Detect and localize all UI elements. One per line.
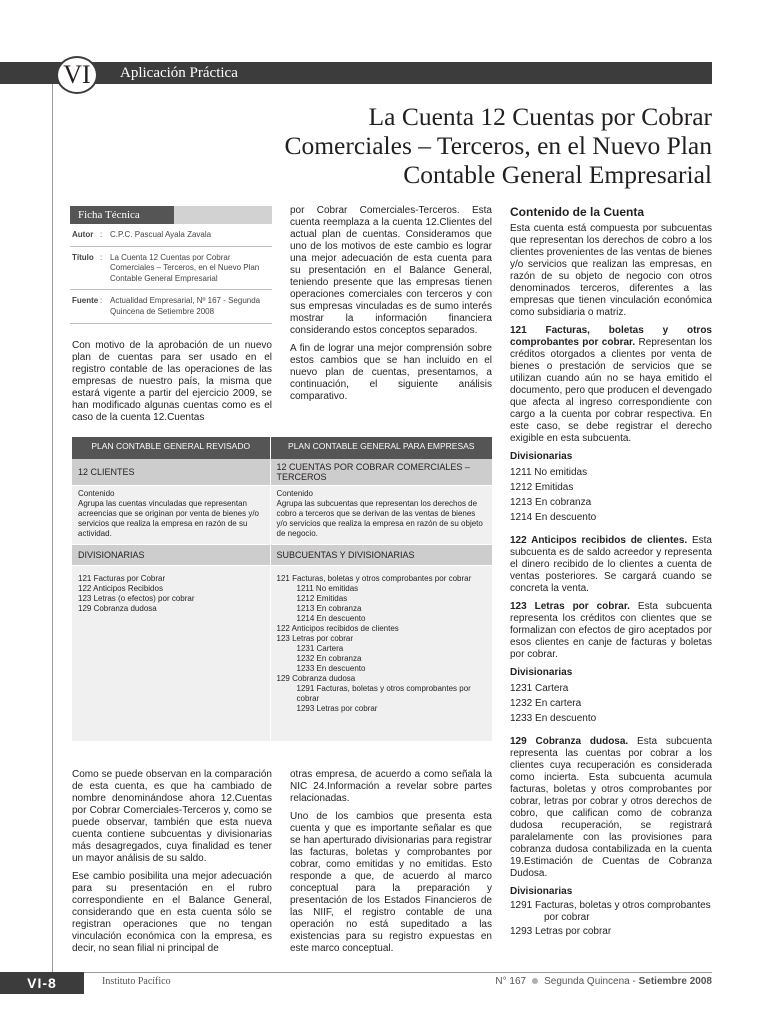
table-cell: 12 CUENTAS POR COBRAR COMERCIALES – TERCEROS [270, 459, 492, 486]
table-cell: 12 CLIENTES [72, 459, 270, 486]
list-item: 1232 En cobranza [296, 654, 362, 663]
cell-label: Contenido [78, 489, 115, 498]
section-header-bar [0, 62, 712, 84]
ficha-tecnica-box [70, 206, 272, 324]
divisionarias-heading: Divisionarias [510, 886, 573, 897]
subaccount-text: Esta subcuenta representa los créditos con clientes que se formalizan con efectos de giro aceptados por esos clientes en canje de facturas y boletas por cobrar. [510, 601, 712, 660]
list-item: 1291 Facturas, boletas y otros comprobantes por cobrar [510, 900, 711, 923]
list-item: 121 Facturas por Cobrar [78, 574, 166, 583]
list-item: 1233 En descuento [296, 664, 366, 673]
ficha-row [70, 290, 272, 323]
paragraph: Ese cambio posibilita una mejor adecuación para su presentación en el rubro correspondiente en el Balance General, considerando que en esta cuenta sólo se registran operaciones que no tengan vinculación económica con la empresa, es decir, no sean filial ni principal de [72, 871, 272, 954]
ficha-value: La Cuenta 12 Cuentas por Cobrar Comerciales – Terceros, en el Nuevo Plan Contable General Empresarial [110, 252, 260, 283]
ficha-value: C.P.C. Pascual Ayala Zavala [110, 230, 212, 239]
cell-text: Agrupa las subcuentas que representan los derechos de cobro a terceros que se derivan de las ventas de bienes y/o servicios que realiza la empresa en razón de su objeto de negocio. [276, 499, 483, 538]
list-item: 1213 En cobranza [510, 497, 592, 508]
list-item: 123 Letras (o efectos) por cobrar [78, 594, 195, 603]
paragraph: Con motivo de la aprobación de un nuevo plan de cuentas para ser usado en el registro contable de las operaciones de las empresas de nuestro país, la misma que estará vigente a partir del ejercicio 2009, se han modificado algunas cuentas como es el caso de la cuenta 12.Cuentas [72, 340, 272, 423]
table-cell [72, 486, 270, 545]
issue-period: Segunda Quincena - [544, 976, 639, 987]
section-number-badge: VI [56, 56, 98, 94]
paragraph [510, 601, 712, 661]
ficha-sep: : [100, 296, 103, 306]
ficha-key: Autor [72, 230, 94, 239]
table-cell [270, 486, 492, 545]
paragraph: por Cobrar Comerciales-Terceros. Esta cuenta reemplaza a la cuenta 12.Clientes del actual plan de cuentas. Consideramos que uno de los motivos de este cambio es lograr una mejor adecuación de esta cuenta para su presentación en el Balance General, teniendo presente que las empresas tienen operaciones comerciales con terceros y con sus empresas vinculadas es de sumo interés mostrar la información financiera considerando estos conceptos separados. [290, 205, 492, 336]
paragraph [510, 736, 712, 880]
issue-number: N° 167 [495, 976, 527, 987]
article-title [112, 102, 712, 189]
subaccount-text: Esta subcuenta es de saldo acreedor y representa el dinero recibido de lo clientes a cuenta de ventas posteriores. Se cargará cuando se concreta la venta. [510, 535, 712, 594]
list-item: 1212 Emitidas [510, 482, 574, 493]
list-item: 129 Cobranza dudosa [276, 674, 356, 683]
table-cell: SUBCUENTAS Y DIVISIONARIAS [270, 545, 492, 566]
issue-month: Setiembre 2008 [638, 976, 712, 987]
body-column-1-bottom [72, 769, 272, 955]
list-item: 121 Facturas, boletas y otros comprobantes por cobrar [276, 574, 472, 583]
table-header-cell: PLAN CONTABLE GENERAL REVISADO [72, 437, 270, 459]
subaccount-title: 122 Anticipos recibidos de clientes. [510, 535, 688, 546]
list-item: 122 Anticipos recibidos de clientes [276, 624, 399, 633]
ficha-heading: Ficha Técnica [70, 206, 174, 224]
paragraph: Uno de los cambios que presenta esta cuenta y que es importante señalar es que se han aperturado divisionarias para registrar las facturas, boletas y comprobantes por cobrar, como emitidas y no emitidas. Esto responde a que, de acuerdo al marco conceptual para la preparación y presentación de los Estados Financieros de las NIIF, el registro contable de una operación no está supeditado a las existencias para su registro expuestas en este marco conceptual. [290, 811, 492, 954]
paragraph: otras empresa, de acuerdo a como señala la NIC 24.Información a revelar sobre partes relacionadas. [290, 769, 492, 804]
body-column-2-top [290, 205, 492, 403]
table-row [72, 566, 492, 742]
section-heading: Contenido de la Cuenta [510, 205, 645, 219]
subaccount-title: 121 Facturas, boletas y otros comprobantes por cobrar. [510, 325, 712, 348]
list-item: 122 Anticipos Recibidos [78, 584, 163, 593]
list-item: 123 Letras por cobrar [276, 634, 353, 643]
list-item: 1213 En cobranza [296, 604, 362, 613]
list-item: 1211 No emitidas [510, 467, 588, 478]
list-item: 1214 En descuento [296, 614, 366, 623]
list-item: 1211 No emitidas [296, 584, 359, 593]
cell-label: Contenido [276, 489, 313, 498]
bullet-icon [532, 978, 538, 984]
margin-rule [52, 84, 53, 972]
subaccount-title: 129 Cobranza dudosa. [510, 736, 629, 747]
list-item: 129 Cobranza dudosa [78, 604, 157, 613]
subaccount-title: 123 Letras por cobrar. [510, 601, 630, 612]
footer-rule [0, 972, 712, 973]
comparison-table [72, 437, 492, 741]
divisionarias-heading: Divisionarias [510, 451, 573, 462]
paragraph [510, 535, 712, 595]
title-line: La Cuenta 12 Cuentas por Cobrar [368, 102, 712, 131]
ficha-heading-bar [70, 206, 272, 224]
paragraph: A fin de lograr una mejor comprensión sobre estos cambios que se han incluido en el nuevo plan de cuentas, presentamos, a continuación, el siguiente análisis comparativo. [290, 343, 492, 402]
paragraph: Esta cuenta está compuesta por subcuentas que representan los derechos de cobro a los clientes provenientes de las ventas de bienes y/o servicios que realizan las empresas, en razón de su objeto de negocio con otros denominados terceros, diferentes a las empresas que tienen vinculación económica como subsidiaria o matriz. [510, 223, 712, 318]
ficha-key: Título [72, 252, 94, 262]
list-item: 1231 Cartera [510, 683, 569, 694]
body-column-2-bottom [290, 769, 492, 955]
table-row [72, 486, 492, 545]
list-item: 1291 Facturas, boletas y otros comprobantes por cobrar [296, 684, 471, 703]
subaccount-text: Representan los créditos otorgados a clientes por venta de bienes o prestación de servicios que se utilizan cuando aún no se haya emitido el documento, pero que producen el devengado que afecta al ingreso correspondiente con cargo a la cuenta por cobrar respectiva. En este caso, se debe registrar el derecho exigible en esta subcuenta. [510, 337, 712, 444]
body-column-1-top [72, 340, 272, 424]
list-item: 1231 Cartera [296, 644, 344, 653]
title-line: Comerciales – Terceros, en el Nuevo Plan [284, 131, 712, 160]
publisher-name: Instituto Pacífico [102, 976, 171, 987]
table-row [72, 545, 492, 566]
list-item: 1214 En descuento [510, 512, 597, 523]
table-cell: DIVISIONARIAS [72, 545, 270, 566]
paragraph [510, 325, 712, 445]
table-row [72, 459, 492, 486]
table-cell [270, 566, 492, 742]
ficha-sep: : [100, 252, 103, 262]
table-cell [72, 566, 270, 742]
ficha-sep: : [100, 230, 103, 239]
ficha-row [70, 247, 272, 291]
table-header-cell: PLAN CONTABLE GENERAL PARA EMPRESAS [270, 437, 492, 459]
cell-text: Agrupa las cuentas vinculadas que representan acreencias que se originan por venta de bienes y/o servicios que realiza la empresa en razón de su actividad. [78, 499, 260, 538]
paragraph: Como se puede observan en la comparación de esta cuenta, es que ha cambiado de nombre denominándose ahora 12.Cuentas por Cobrar Comerciales-Terceros y, como se puede observar, también que esta nueva cuenta contiene subcuentas y divisionarias más desagregados, cuya finalidad es tener un mayor análisis de su saldo. [72, 769, 272, 864]
ficha-row [70, 224, 272, 247]
section-label: Aplicación Práctica [120, 65, 238, 81]
subaccount-text: Esta subcuenta representa las cuentas por cobrar a los clientes cuya recuperación es considerada como incierta. Esta subcuenta acumula facturas, boletas y otros comprobantes por cobrar, letras por cobrar y otros derechos de cobro, que califican como de cobranza dudosa recuperación, se registrará paralelamente con las provisiones para cobranza dudosa contabilizada en la cuenta 19.Estimación de Cuentas de Cobranza Dudosa. [510, 736, 713, 879]
body-column-3 [510, 205, 712, 940]
list-item: 1212 Emitidas [296, 594, 348, 603]
issue-info [495, 976, 712, 987]
title-line: Contable General Empresarial [403, 160, 712, 189]
page-number: VI-8 [0, 972, 84, 994]
divisionarias-heading: Divisionarias [510, 667, 573, 678]
table-header-row [72, 437, 492, 459]
ficha-value: Actualidad Empresarial, Nº 167 - Segunda Quincena de Setiembre 2008 [110, 296, 261, 316]
ficha-key: Fuente [72, 296, 99, 306]
list-item: 1233 En descuento [510, 713, 597, 724]
list-item: 1232 En cartera [510, 698, 582, 709]
list-item: 1293 Letras por cobrar [296, 704, 378, 713]
list-item: 1293 Letras por cobrar [510, 926, 612, 937]
